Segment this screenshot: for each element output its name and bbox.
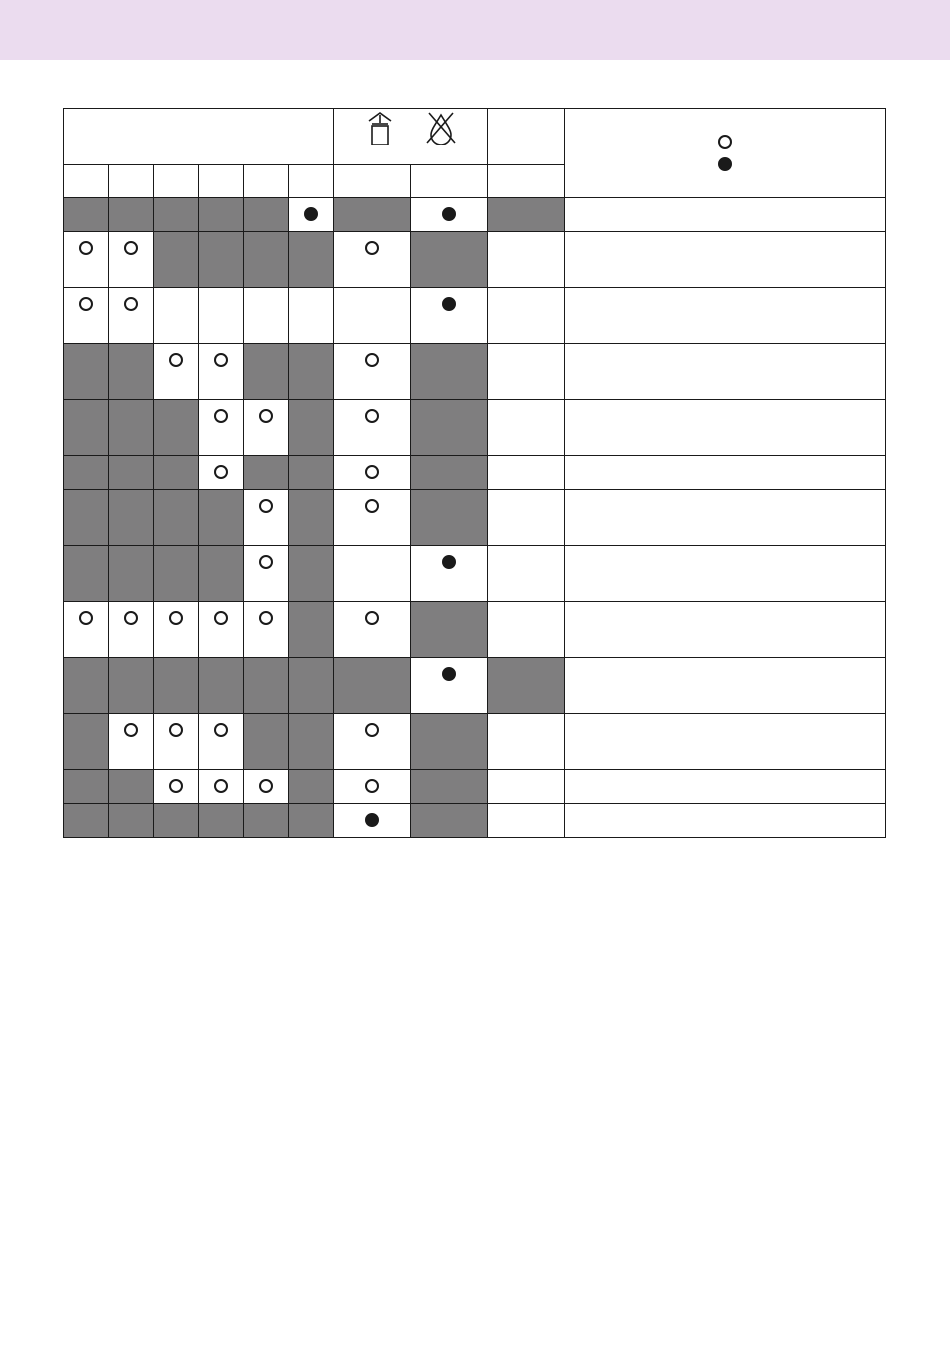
table-cell [334,546,411,602]
table-cell [109,658,154,714]
open-circle-icon [214,779,228,793]
table-cell [109,198,154,232]
table-cell [289,714,334,770]
table-cell [109,546,154,602]
table-cell [411,344,488,400]
table-cell [109,602,154,658]
table-row [64,658,886,714]
description-cell [565,714,886,770]
table-cell [488,490,565,546]
table-row [64,198,886,232]
table-cell [334,658,411,714]
filled-circle-icon [442,207,456,221]
table-cell [334,400,411,456]
subheader-cell [244,165,289,198]
table-cell [199,344,244,400]
table-row [64,344,886,400]
table-cell [109,770,154,804]
table-cell [154,804,199,838]
table-cell [488,344,565,400]
table-row [64,232,886,288]
table-cell [334,602,411,658]
table-row [64,400,886,456]
table-cell [289,490,334,546]
table-cell [64,232,109,288]
table-cell [289,456,334,490]
table-cell [289,602,334,658]
table-cell [244,344,289,400]
subheader-cell [488,165,565,198]
table-body [64,198,886,838]
open-circle-icon [124,297,138,311]
description-cell [565,288,886,344]
table-cell [289,344,334,400]
table-cell [488,232,565,288]
description-cell [565,344,886,400]
table-cell [488,400,565,456]
table-cell [109,344,154,400]
open-circle-icon [124,723,138,737]
open-circle-icon [79,611,93,625]
table-row [64,804,886,838]
description-cell [565,490,886,546]
table-cell [244,770,289,804]
table-row [64,602,886,658]
open-circle-icon [169,723,183,737]
table-cell [411,288,488,344]
table-cell [244,456,289,490]
table-cell [154,344,199,400]
description-cell [565,198,886,232]
filled-circle-icon [442,297,456,311]
description-cell [565,804,886,838]
table-cell [64,804,109,838]
table-cell [289,770,334,804]
table-cell [154,400,199,456]
table-cell [199,198,244,232]
table-cell [334,288,411,344]
table-cell [109,714,154,770]
table-row [64,714,886,770]
table-cell [199,400,244,456]
open-circle-icon [365,353,379,367]
header-icon-cell [334,109,488,165]
table-cell [411,770,488,804]
table-cell [154,456,199,490]
open-circle-icon [365,409,379,423]
table-cell [411,602,488,658]
table-cell [411,400,488,456]
chimney-icon [365,109,425,145]
table-cell [488,602,565,658]
table-cell [244,546,289,602]
filled-circle-icon [304,207,318,221]
table-cell [334,198,411,232]
description-cell [565,400,886,456]
table-cell [244,288,289,344]
open-circle-icon [79,241,93,255]
table-cell [334,232,411,288]
table-cell [109,804,154,838]
table-cell [334,714,411,770]
table-cell [199,288,244,344]
open-circle-icon [365,241,379,255]
table-cell [488,770,565,804]
table-cell [64,546,109,602]
table-cell [64,770,109,804]
table-cell [199,714,244,770]
legend-filled-circle-icon [718,157,732,171]
description-cell [565,232,886,288]
no-water-drop-icon [425,109,457,145]
table-cell [199,456,244,490]
table-cell [109,400,154,456]
subheader-cell [289,165,334,198]
table-cell [64,400,109,456]
table-cell [334,490,411,546]
description-cell [565,546,886,602]
table-row [64,770,886,804]
open-circle-icon [214,353,228,367]
table-cell [411,198,488,232]
table-row [64,490,886,546]
table-cell [154,602,199,658]
compatibility-table [63,108,886,838]
open-circle-icon [365,499,379,513]
table-cell [64,288,109,344]
table-cell [488,804,565,838]
open-circle-icon [169,353,183,367]
description-cell [565,658,886,714]
table-cell [244,198,289,232]
table-cell [64,198,109,232]
legend-open-circle-icon [718,135,732,149]
open-circle-icon [124,611,138,625]
description-cell [565,456,886,490]
table-cell [334,770,411,804]
table-cell [109,232,154,288]
open-circle-icon [259,611,273,625]
table-cell [244,602,289,658]
open-circle-icon [124,241,138,255]
open-circle-icon [214,409,228,423]
table-cell [334,456,411,490]
open-circle-icon [365,465,379,479]
description-cell [565,602,886,658]
table-row [64,288,886,344]
table-cell [488,288,565,344]
open-circle-icon [214,465,228,479]
open-circle-icon [365,723,379,737]
table-cell [199,546,244,602]
table-cell [411,232,488,288]
table-cell [289,198,334,232]
table-cell [334,344,411,400]
filled-circle-icon [442,667,456,681]
table-cell [199,770,244,804]
table-cell [64,714,109,770]
subheader-cell [109,165,154,198]
table-cell [244,804,289,838]
table-cell [411,714,488,770]
filled-circle-icon [442,555,456,569]
open-circle-icon [79,297,93,311]
table-cell [289,546,334,602]
table-cell [334,804,411,838]
table-cell [289,804,334,838]
legend-cell [565,109,886,198]
table-cell [199,232,244,288]
table-cell [411,804,488,838]
top-color-band [0,0,950,60]
open-circle-icon [214,611,228,625]
table-cell [64,344,109,400]
open-circle-icon [365,611,379,625]
table-cell [488,546,565,602]
table-cell [64,658,109,714]
table-row [64,546,886,602]
table-cell [488,198,565,232]
table-cell [109,288,154,344]
table-cell [244,400,289,456]
table-cell [199,658,244,714]
table-cell [154,546,199,602]
table-cell [488,714,565,770]
open-circle-icon [259,779,273,793]
table-cell [289,232,334,288]
open-circle-icon [169,779,183,793]
header-group-cell [64,109,334,165]
table-cell [64,456,109,490]
table-cell [199,602,244,658]
table-row [64,456,886,490]
open-circle-icon [365,779,379,793]
table-cell [411,546,488,602]
table-cell [488,658,565,714]
table-cell [154,714,199,770]
subheader-cell [154,165,199,198]
table-cell [199,490,244,546]
table-cell [64,490,109,546]
table-cell [411,658,488,714]
open-circle-icon [214,723,228,737]
table-cell [411,490,488,546]
table-cell [154,198,199,232]
subheader-cell [411,165,488,198]
description-cell [565,770,886,804]
open-circle-icon [259,499,273,513]
table-cell [154,770,199,804]
table-cell [109,456,154,490]
table-cell [289,288,334,344]
table-cell [244,714,289,770]
subheader-cell [64,165,109,198]
subheader-cell [334,165,411,198]
table-cell [154,658,199,714]
table-cell [154,232,199,288]
open-circle-icon [169,611,183,625]
table-cell [199,804,244,838]
table-cell [244,232,289,288]
open-circle-icon [259,409,273,423]
table-cell [154,288,199,344]
subheader-cell [199,165,244,198]
header-blank-cell [488,109,565,165]
table-cell [64,602,109,658]
table-cell [289,658,334,714]
table-cell [244,490,289,546]
table-cell [109,490,154,546]
filled-circle-icon [365,813,379,827]
table-cell [244,658,289,714]
table-cell [289,400,334,456]
table-cell [411,456,488,490]
table-cell [488,456,565,490]
open-circle-icon [259,555,273,569]
table-cell [154,490,199,546]
